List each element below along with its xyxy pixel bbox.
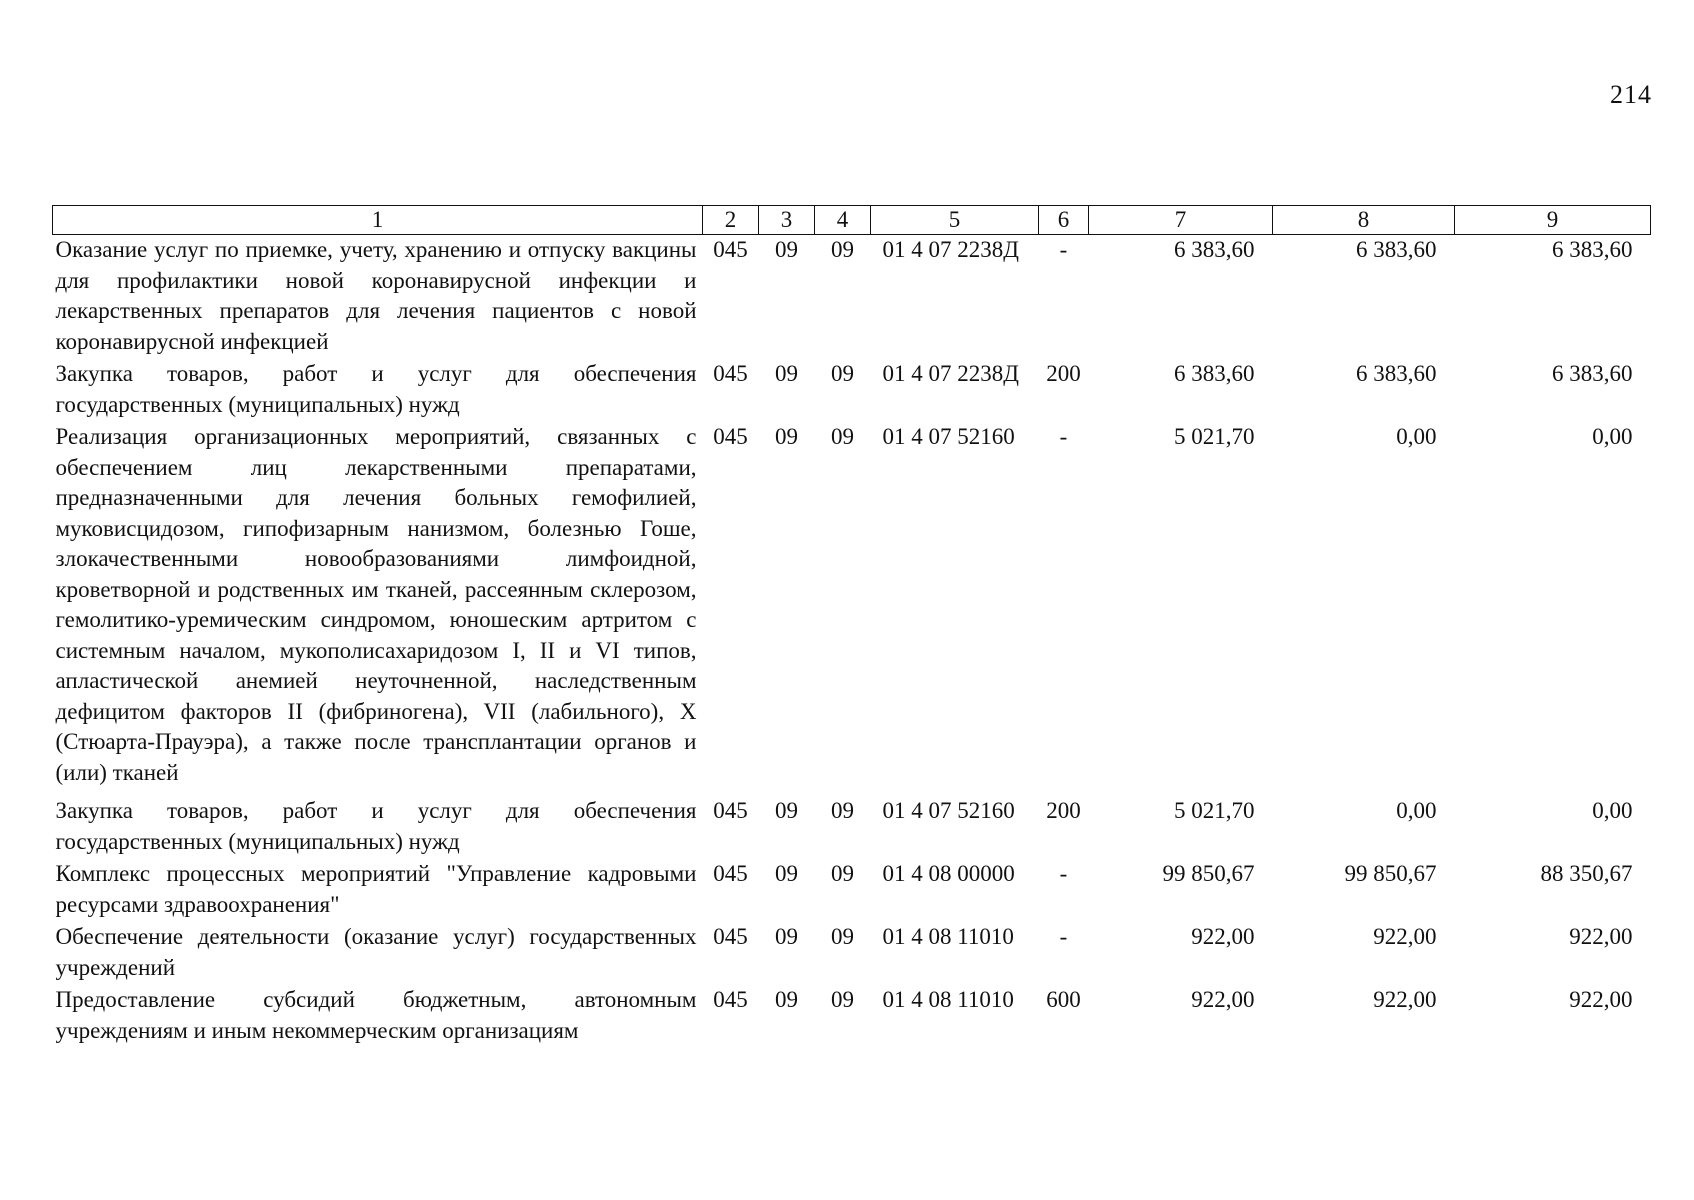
row-grbs: 045 bbox=[713, 798, 748, 823]
header-row bbox=[53, 206, 1651, 235]
row-name: Закупка товаров, работ и услуг для обеспечения государственных (муниципальных) нужд bbox=[55, 361, 697, 417]
row-amount-2: 6 383,60 bbox=[1356, 361, 1437, 386]
table-row bbox=[53, 985, 1651, 1048]
row-pr: 09 bbox=[831, 361, 854, 386]
header-col-8: 8 bbox=[1273, 206, 1455, 235]
row-name: Закупка товаров, работ и услуг для обеспечения государственных (муниципальных) нужд bbox=[55, 798, 697, 854]
row-vr: - bbox=[1059, 237, 1068, 262]
row-vr: 200 bbox=[1046, 798, 1081, 823]
row-vr: 600 bbox=[1046, 987, 1081, 1012]
row-name: Комплекс процессных мероприятий "Управление кадровыми ресурсами здравоохранения" bbox=[55, 861, 697, 917]
row-amount-1: 922,00 bbox=[1191, 987, 1255, 1012]
row-grbs: 045 bbox=[713, 424, 748, 449]
row-vr: - bbox=[1059, 424, 1068, 449]
row-amount-3: 0,00 bbox=[1592, 424, 1633, 449]
row-rz: 09 bbox=[775, 861, 798, 886]
row-rz: 09 bbox=[775, 361, 798, 386]
row-amount-2: 922,00 bbox=[1373, 987, 1437, 1012]
table-row bbox=[53, 235, 1651, 360]
row-pr: 09 bbox=[831, 237, 854, 262]
row-amount-3: 0,00 bbox=[1592, 798, 1633, 823]
row-amount-3: 922,00 bbox=[1569, 987, 1633, 1012]
row-name: Реализация организационных мероприятий, связанных с обеспечением лиц лекарственными препаратами, предназначенными для лечения больных гемофилией, муковисцидозом, гипофизарным нанизмом, болезнью Гоше, злокачественными новообразованиями лимфоидной, кроветворной и родственных им тканей, рассеянным склерозом, гемолитико-уремическим синдромом, юношеским артритом с системным началом, мукополисахаридозом I, II и VI типов, апластической анемией неуточненной, наследственным дефицитом факторов II (фибриногена), VII (лабильного), X (Стюарта-Прауэра), а также после трансплантации органов и (или) тканей bbox=[55, 424, 697, 785]
row-csr: 01 4 07 2238Д bbox=[882, 361, 1019, 386]
row-amount-1: 6 383,60 bbox=[1174, 237, 1255, 262]
row-name: Оказание услуг по приемке, учету, хранению и отпуску вакцины для профилактики новой коронавирусной инфекции и лекарственных препаратов для лечения пациентов с новой коронавирусной инфекцией bbox=[55, 237, 697, 354]
row-amount-2: 0,00 bbox=[1396, 424, 1437, 449]
row-amount-1: 922,00 bbox=[1191, 924, 1255, 949]
row-rz: 09 bbox=[775, 424, 798, 449]
row-vr: 200 bbox=[1046, 361, 1081, 386]
row-rz: 09 bbox=[775, 237, 798, 262]
table-row bbox=[53, 422, 1651, 796]
row-amount-2: 922,00 bbox=[1373, 924, 1437, 949]
header-col-2: 2 bbox=[703, 206, 759, 235]
row-csr: 01 4 08 11010 bbox=[882, 924, 1014, 949]
header-col-1: 1 bbox=[53, 206, 703, 235]
row-grbs: 045 bbox=[713, 361, 748, 386]
table-row bbox=[53, 859, 1651, 922]
row-pr: 09 bbox=[831, 861, 854, 886]
table-body bbox=[53, 235, 1651, 1049]
row-grbs: 045 bbox=[713, 861, 748, 886]
table-row bbox=[53, 922, 1651, 985]
header-col-9: 9 bbox=[1455, 206, 1651, 235]
row-csr: 01 4 07 2238Д bbox=[882, 237, 1019, 262]
row-amount-1: 5 021,70 bbox=[1174, 424, 1255, 449]
row-amount-3: 6 383,60 bbox=[1552, 361, 1633, 386]
table-header bbox=[53, 206, 1651, 235]
header-col-4: 4 bbox=[815, 206, 871, 235]
row-rz: 09 bbox=[775, 987, 798, 1012]
row-csr: 01 4 07 52160 bbox=[882, 798, 1015, 823]
row-pr: 09 bbox=[831, 987, 854, 1012]
row-grbs: 045 bbox=[713, 987, 748, 1012]
table-row bbox=[53, 796, 1651, 859]
header-col-6: 6 bbox=[1039, 206, 1089, 235]
row-amount-3: 6 383,60 bbox=[1552, 237, 1633, 262]
row-amount-3: 922,00 bbox=[1569, 924, 1633, 949]
row-name: Предоставление субсидий бюджетным, автономным учреждениям и иным некоммерческим организациям bbox=[55, 987, 697, 1043]
row-vr: - bbox=[1059, 924, 1068, 949]
row-grbs: 045 bbox=[713, 237, 748, 262]
row-amount-2: 99 850,67 bbox=[1344, 861, 1437, 886]
page-number: 214 bbox=[1610, 80, 1652, 109]
header-col-5: 5 bbox=[871, 206, 1039, 235]
row-grbs: 045 bbox=[713, 924, 748, 949]
row-name: Обеспечение деятельности (оказание услуг) государственных учреждений bbox=[55, 924, 697, 980]
row-rz: 09 bbox=[775, 798, 798, 823]
row-amount-1: 5 021,70 bbox=[1174, 798, 1255, 823]
row-csr: 01 4 08 11010 bbox=[882, 987, 1014, 1012]
row-csr: 01 4 07 52160 bbox=[882, 424, 1015, 449]
row-pr: 09 bbox=[831, 924, 854, 949]
row-pr: 09 bbox=[831, 798, 854, 823]
row-amount-3: 88 350,67 bbox=[1540, 861, 1633, 886]
row-csr: 01 4 08 00000 bbox=[882, 861, 1015, 886]
row-amount-1: 6 383,60 bbox=[1174, 361, 1255, 386]
row-amount-1: 99 850,67 bbox=[1162, 861, 1255, 886]
row-amount-2: 0,00 bbox=[1396, 798, 1437, 823]
row-vr: - bbox=[1059, 861, 1068, 886]
row-rz: 09 bbox=[775, 924, 798, 949]
table-row bbox=[53, 359, 1651, 422]
row-amount-2: 6 383,60 bbox=[1356, 237, 1437, 262]
budget-table bbox=[52, 205, 1651, 1048]
header-col-3: 3 bbox=[759, 206, 815, 235]
row-pr: 09 bbox=[831, 424, 854, 449]
header-col-7: 7 bbox=[1089, 206, 1273, 235]
